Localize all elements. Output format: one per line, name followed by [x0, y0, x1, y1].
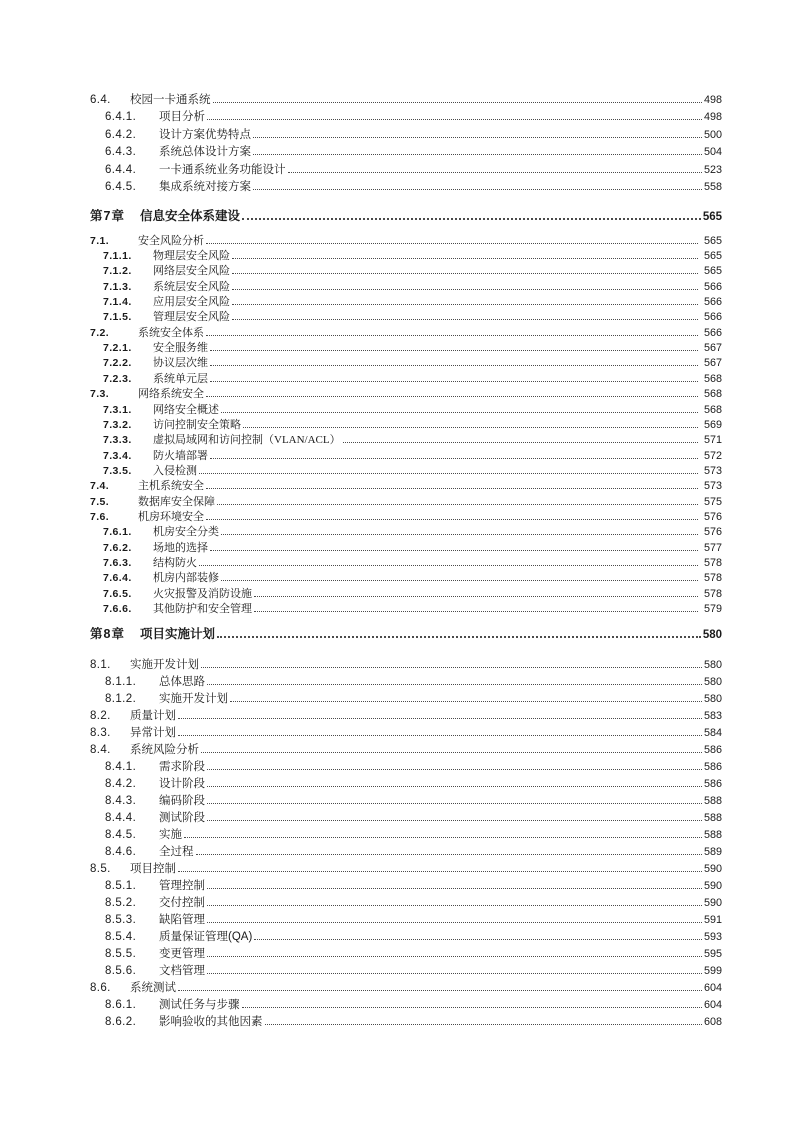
- dot-leader: [213, 100, 702, 103]
- dot-leader: [232, 317, 698, 320]
- toc-entry[interactable]: [90, 464, 722, 479]
- toc-entry[interactable]: [90, 479, 722, 494]
- toc-entry-title: 主机系统安全: [138, 480, 204, 493]
- toc-entry[interactable]: [90, 776, 722, 793]
- toc-entry-number: 7.1.: [90, 234, 110, 247]
- dot-leader: [201, 665, 702, 668]
- dot-leader: [207, 767, 702, 770]
- toc-entry[interactable]: [90, 179, 722, 196]
- toc-entry-title: 网络系统安全: [138, 388, 204, 401]
- toc-entry-page: 567: [703, 357, 722, 370]
- dot-leader: [254, 609, 698, 612]
- toc-entry-title: 项目分析: [159, 111, 205, 124]
- dot-leader: [178, 988, 702, 991]
- toc-entry-page: 568: [703, 372, 722, 385]
- toc-entry-title: 项目实施计划: [140, 627, 216, 642]
- toc-entry[interactable]: [90, 249, 722, 264]
- toc-entry[interactable]: [90, 127, 722, 144]
- dot-leader: [210, 363, 698, 366]
- toc-entry-title: 异常计划: [130, 727, 176, 740]
- toc-entry-number: 第7章: [90, 208, 125, 223]
- toc-entry-page: 604: [703, 999, 722, 1012]
- toc-entry-number: 6.4.3.: [105, 146, 137, 159]
- toc-entry[interactable]: [90, 310, 722, 325]
- dot-leader: [207, 954, 702, 957]
- toc-entry-title: 网络安全概述: [153, 403, 219, 416]
- toc-entry-page: 604: [703, 982, 722, 995]
- toc-entry-page: 586: [703, 744, 722, 757]
- toc-entry-number: 6.4.2.: [105, 128, 137, 141]
- toc-entry[interactable]: [90, 587, 722, 602]
- toc-entry-number: 8.4.4.: [105, 812, 137, 825]
- toc-entry-number: 8.6.2.: [105, 1016, 137, 1029]
- toc-entry[interactable]: [90, 759, 722, 776]
- toc-entry-page: 568: [703, 388, 722, 401]
- toc-entry[interactable]: [90, 810, 722, 827]
- toc-entry-title: 校园一卡通系统: [130, 94, 211, 106]
- toc-entry-title: 系统总体设计方案: [159, 146, 251, 159]
- toc-entry-number: 8.5.4.: [105, 931, 137, 944]
- dot-leader: [201, 750, 702, 753]
- toc-entry-number: 8.1.2.: [105, 693, 137, 706]
- toc-entry-title: 协议层次维: [153, 357, 208, 370]
- toc-entry[interactable]: [90, 980, 722, 997]
- dot-leader: [243, 425, 698, 428]
- dot-leader: [207, 784, 702, 787]
- dot-leader: [254, 937, 702, 940]
- toc-entry-number: 7.6.5.: [103, 587, 132, 600]
- toc-entry-title: 编码阶段: [159, 795, 205, 808]
- toc-entry[interactable]: [90, 387, 722, 402]
- toc-entry-page: 500: [703, 128, 722, 141]
- toc-entry-number: 7.2.1.: [103, 342, 132, 355]
- dot-leader: [221, 578, 698, 581]
- toc-entry-title: 网络层安全风险: [153, 265, 230, 278]
- toc-entry[interactable]: [90, 264, 722, 279]
- toc-entry[interactable]: [90, 295, 722, 310]
- toc-entry-number: 8.4.: [90, 744, 111, 757]
- toc-entry[interactable]: [90, 963, 722, 980]
- toc-entry-number: 7.1.3.: [103, 280, 132, 293]
- toc-entry-number: 7.5.: [90, 495, 110, 508]
- toc-entry[interactable]: [90, 92, 722, 109]
- toc-entry-title: 变更管理: [159, 948, 205, 961]
- dot-leader: [207, 903, 702, 906]
- toc-entry-page: 573: [703, 464, 722, 477]
- toc-entry-page: 575: [703, 495, 722, 508]
- toc-entry-page: 569: [703, 418, 722, 431]
- dot-leader: [210, 456, 698, 459]
- toc-entry-title: 缺陷管理: [159, 914, 205, 927]
- toc-entry[interactable]: [90, 602, 722, 617]
- toc-entry[interactable]: [90, 571, 722, 586]
- toc-entry[interactable]: [90, 556, 722, 571]
- toc-entry-number: 8.6.: [90, 982, 111, 995]
- toc-entry-page: 565: [702, 210, 722, 223]
- toc-entry[interactable]: [90, 541, 722, 556]
- toc-entry-title: 数据库安全保障: [138, 495, 215, 508]
- toc-entry-title: 系统安全体系: [138, 326, 204, 339]
- toc-entry-page: 498: [703, 94, 722, 106]
- toc-entry-page: 498: [703, 111, 722, 124]
- toc-entry-page: 565: [703, 265, 722, 278]
- dot-leader: [206, 333, 698, 336]
- toc-entry-title: 文档管理: [159, 965, 205, 978]
- toc-entry-number: 8.1.1.: [105, 676, 137, 689]
- toc-entry-page: 565: [703, 250, 722, 263]
- toc-entry[interactable]: [90, 997, 722, 1014]
- toc-page: [90, 92, 722, 1031]
- toc-entry-number: 7.6.: [90, 510, 110, 523]
- toc-entry[interactable]: [90, 109, 722, 126]
- toc-entry-title: 集成系统对接方案: [159, 181, 251, 194]
- toc-section-chapter6: [90, 92, 722, 197]
- toc-entry[interactable]: [90, 674, 722, 691]
- toc-entry-title: 项目控制: [130, 863, 176, 876]
- toc-entry-page: 523: [703, 163, 722, 176]
- toc-entry-number: 7.3.2.: [103, 418, 132, 431]
- toc-entry[interactable]: [90, 356, 722, 371]
- toc-entry-title: 结构防火: [153, 556, 197, 569]
- toc-entry-number: 8.5.3.: [105, 914, 137, 927]
- toc-entry-number: 8.6.1.: [105, 999, 137, 1012]
- toc-entry-title: 信息安全体系建设: [140, 208, 241, 223]
- toc-entry-number: 7.1.1.: [103, 250, 132, 263]
- toc-entry-page: 566: [703, 326, 722, 339]
- toc-entry[interactable]: [90, 510, 722, 525]
- toc-entry-title: 设计阶段: [159, 778, 205, 791]
- toc-entry-page: 590: [703, 880, 722, 893]
- toc-entry[interactable]: [90, 1014, 722, 1031]
- toc-entry-number: 8.4.1.: [105, 761, 137, 774]
- toc-entry-page: 576: [703, 526, 722, 539]
- dot-leader: [253, 135, 702, 138]
- toc-entry-page: 599: [703, 965, 722, 978]
- toc-entry-title: 测试阶段: [159, 812, 205, 825]
- dot-leader: [242, 1005, 702, 1008]
- toc-entry-number: 8.4.2.: [105, 778, 137, 791]
- toc-entry-title: 全过程: [159, 846, 194, 859]
- toc-entry[interactable]: [90, 861, 722, 878]
- toc-entry-page: 593: [703, 931, 722, 944]
- dot-leader: [207, 920, 702, 923]
- toc-entry-number: 7.3.3.: [103, 434, 132, 447]
- dot-leader: [253, 152, 702, 155]
- toc-entry-page: 577: [703, 541, 722, 554]
- toc-entry-page: 583: [703, 710, 722, 723]
- toc-entry-number: 7.1.2.: [103, 265, 132, 278]
- toc-entry-page: 590: [703, 863, 722, 876]
- toc-entry-number: 7.6.3.: [103, 556, 132, 569]
- toc-entry-title: 系统风险分析: [130, 744, 199, 757]
- toc-entry[interactable]: [90, 929, 722, 946]
- toc-entry-title: 实施: [159, 829, 182, 842]
- toc-chapter-entry[interactable]: [90, 624, 722, 645]
- toc-entry-page: 565: [703, 234, 722, 247]
- dot-leader: [210, 348, 698, 351]
- toc-entry-page: 576: [703, 510, 722, 523]
- toc-entry-page: 579: [703, 602, 722, 615]
- toc-entry-number: 8.5.2.: [105, 897, 137, 910]
- toc-entry-page: 590: [703, 897, 722, 910]
- toc-entry-number: 7.3.5.: [103, 464, 132, 477]
- toc-entry-number: 6.4.1.: [105, 111, 137, 124]
- dot-leader: [206, 486, 698, 489]
- toc-entry-page: 586: [703, 761, 722, 774]
- toc-entry-page: 580: [703, 693, 722, 706]
- toc-entry-title: 需求阶段: [159, 761, 205, 774]
- toc-entry-number: 7.6.6.: [103, 602, 132, 615]
- toc-entry-number: 8.4.5.: [105, 829, 137, 842]
- dot-leader: [343, 440, 698, 443]
- toc-entry-number: 6.4.4.: [105, 163, 137, 176]
- toc-entry-number: 8.4.6.: [105, 846, 137, 859]
- toc-entry-number: 6.4.: [90, 94, 111, 106]
- toc-entry-page: 568: [703, 403, 722, 416]
- toc-entry-title: 系统单元层: [153, 372, 208, 385]
- toc-entry-title: 场地的选择: [153, 541, 208, 554]
- toc-entry-number: 7.3.: [90, 388, 110, 401]
- toc-entry-title: 交付控制: [159, 897, 205, 910]
- toc-entry[interactable]: [90, 525, 722, 540]
- toc-entry-page: 571: [703, 434, 722, 447]
- toc-entry-number: 7.6.2.: [103, 541, 132, 554]
- dot-leader: [184, 835, 702, 838]
- toc-entry-title: 访问控制安全策略: [153, 418, 241, 431]
- toc-entry-number: 6.4.5.: [105, 181, 137, 194]
- dot-leader: [288, 170, 702, 173]
- toc-entry-number: 7.3.1.: [103, 403, 132, 416]
- dot-leader: [206, 241, 698, 244]
- toc-entry-page: 566: [703, 296, 722, 309]
- toc-entry-number: 8.5.: [90, 863, 111, 876]
- dot-leader: [210, 379, 698, 382]
- toc-entry-number: 7.1.4.: [103, 296, 132, 309]
- toc-entry-title: 安全风险分析: [138, 234, 204, 247]
- dot-leader: [206, 394, 698, 397]
- dot-leader: [199, 471, 698, 474]
- toc-entry[interactable]: [90, 341, 722, 356]
- toc-entry-page: 591: [703, 914, 722, 927]
- toc-entry-title: 影响验收的其他因素: [159, 1016, 263, 1029]
- toc-entry-number: 8.5.5.: [105, 948, 137, 961]
- toc-entry-page: 580: [703, 659, 722, 672]
- toc-entry[interactable]: [90, 144, 722, 161]
- toc-entry-number: 7.4.: [90, 480, 110, 493]
- toc-entry-page: 586: [703, 778, 722, 791]
- toc-entry-title: 质量保证管理(QA): [159, 931, 253, 944]
- dot-leader: [217, 502, 698, 505]
- toc-entry-page: 595: [703, 948, 722, 961]
- toc-entry-number: 8.3.: [90, 727, 111, 740]
- toc-entry-page: 578: [703, 572, 722, 585]
- toc-entry[interactable]: [90, 280, 722, 295]
- toc-entry-page: 588: [703, 812, 722, 825]
- dot-leader: [207, 117, 702, 120]
- toc-entry-title: 机房安全分类: [153, 526, 219, 539]
- toc-entry-page: 584: [703, 727, 722, 740]
- toc-entry[interactable]: [90, 162, 722, 179]
- toc-entry-number: 7.6.4.: [103, 572, 132, 585]
- toc-entry[interactable]: [90, 946, 722, 963]
- toc-entry-page: 572: [703, 449, 722, 462]
- toc-entry-title: 总体思路: [159, 676, 205, 689]
- dot-leader: [206, 517, 698, 520]
- dot-leader: [232, 287, 698, 290]
- toc-entry-page: 558: [703, 181, 722, 194]
- dot-leader: [207, 818, 702, 821]
- toc-section-chapter7: [90, 206, 722, 618]
- toc-entry-title: 防火墙部署: [153, 449, 208, 462]
- dot-leader: [178, 869, 702, 872]
- toc-entry[interactable]: [90, 912, 722, 929]
- toc-entry-title: 虚拟局域网和访问控制（VLAN/ACL）: [153, 434, 341, 447]
- toc-entry-title: 安全服务维: [153, 342, 208, 355]
- toc-entry-page: 566: [703, 280, 722, 293]
- toc-entry-page: 588: [703, 829, 722, 842]
- toc-entry-title: 系统层安全风险: [153, 280, 230, 293]
- dot-leader: [221, 410, 698, 413]
- toc-entry-title: 一卡通系统业务功能设计: [159, 163, 286, 176]
- toc-entry-title: 系统测试: [130, 982, 176, 995]
- toc-entry[interactable]: [90, 708, 722, 725]
- toc-entry-number: 7.2.3.: [103, 372, 132, 385]
- toc-entry[interactable]: [90, 725, 722, 742]
- toc-entry-title: 实施开发计划: [130, 659, 199, 672]
- dot-leader: [221, 532, 698, 535]
- toc-entry-number: 7.3.4.: [103, 449, 132, 462]
- toc-entry[interactable]: [90, 827, 722, 844]
- toc-entry[interactable]: [90, 878, 722, 895]
- dot-leader: [178, 733, 702, 736]
- dot-leader: [207, 886, 702, 889]
- toc-entry[interactable]: [90, 326, 722, 341]
- dot-leader: [232, 271, 698, 274]
- dot-leader: [207, 971, 702, 974]
- toc-entry-title: 实施开发计划: [159, 693, 228, 706]
- toc-entry-number: 7.6.1.: [103, 526, 132, 539]
- toc-entry-page: 588: [703, 795, 722, 808]
- toc-entry-page: 573: [703, 480, 722, 493]
- dot-leader: [207, 682, 702, 685]
- toc-entry[interactable]: [90, 372, 722, 387]
- toc-entry[interactable]: [90, 657, 722, 674]
- toc-entry-number: 8.5.6.: [105, 965, 137, 978]
- toc-entry-page: 608: [703, 1016, 722, 1029]
- toc-entry[interactable]: [90, 895, 722, 912]
- toc-entry-title: 入侵检测: [153, 464, 197, 477]
- toc-entry[interactable]: [90, 234, 722, 249]
- toc-entry-title: 其他防护和安全管理: [153, 602, 252, 615]
- dot-leader: [199, 563, 698, 566]
- toc-entry[interactable]: [90, 495, 722, 510]
- toc-entry-number: 第8章: [90, 627, 125, 642]
- toc-entry-page: 566: [703, 311, 722, 324]
- toc-entry[interactable]: [90, 418, 722, 433]
- dot-leader: [253, 187, 702, 190]
- toc-entry[interactable]: [90, 403, 722, 418]
- dot-leader: [230, 699, 702, 702]
- toc-entry-number: 7.2.2.: [103, 357, 132, 370]
- toc-entry-title: 测试任务与步骤: [159, 999, 240, 1012]
- toc-entry[interactable]: [90, 844, 722, 861]
- toc-section-chapter8: [90, 624, 722, 1031]
- toc-entry-title: 质量计划: [130, 710, 176, 723]
- toc-entry-title: 设计方案优势特点: [159, 128, 251, 141]
- toc-entry-page: 578: [703, 587, 722, 600]
- toc-entry[interactable]: [90, 691, 722, 708]
- dot-leader: [232, 256, 698, 259]
- toc-entry-page: 580: [702, 629, 722, 642]
- toc-entry-title: 机房环境安全: [138, 510, 204, 523]
- toc-entry[interactable]: [90, 793, 722, 810]
- dot-leader: [254, 594, 698, 597]
- toc-entry-number: 8.4.3.: [105, 795, 137, 808]
- toc-entry[interactable]: [90, 433, 722, 448]
- toc-entry-number: 8.5.1.: [105, 880, 137, 893]
- dot-leader: [217, 634, 701, 638]
- dot-leader: [265, 1022, 702, 1025]
- toc-entry-page: 580: [703, 676, 722, 689]
- toc-entry-number: 7.2.: [90, 326, 110, 339]
- toc-entry-page: 589: [703, 846, 722, 859]
- toc-entry-title: 管理层安全风险: [153, 311, 230, 324]
- dot-leader: [242, 216, 701, 220]
- toc-entry[interactable]: [90, 449, 722, 464]
- dot-leader: [207, 801, 702, 804]
- dot-leader: [178, 716, 702, 719]
- toc-entry-title: 应用层安全风险: [153, 296, 230, 309]
- toc-entry-page: 567: [703, 342, 722, 355]
- dot-leader: [196, 852, 702, 855]
- toc-entry-title: 管理控制: [159, 880, 205, 893]
- toc-entry-title: 物理层安全风险: [153, 250, 230, 263]
- toc-entry-page: 504: [703, 146, 722, 159]
- toc-entry-number: 8.1.: [90, 659, 111, 672]
- toc-entry-title: 机房内部装修: [153, 572, 219, 585]
- toc-entry[interactable]: [90, 742, 722, 759]
- toc-entry-page: 578: [703, 556, 722, 569]
- dot-leader: [210, 548, 698, 551]
- toc-entry-number: 8.2.: [90, 710, 111, 723]
- toc-entry-title: 火灾报警及消防设施: [153, 587, 252, 600]
- toc-chapter-entry[interactable]: [90, 206, 722, 227]
- toc-entry-number: 7.1.5.: [103, 311, 132, 324]
- dot-leader: [232, 302, 698, 305]
